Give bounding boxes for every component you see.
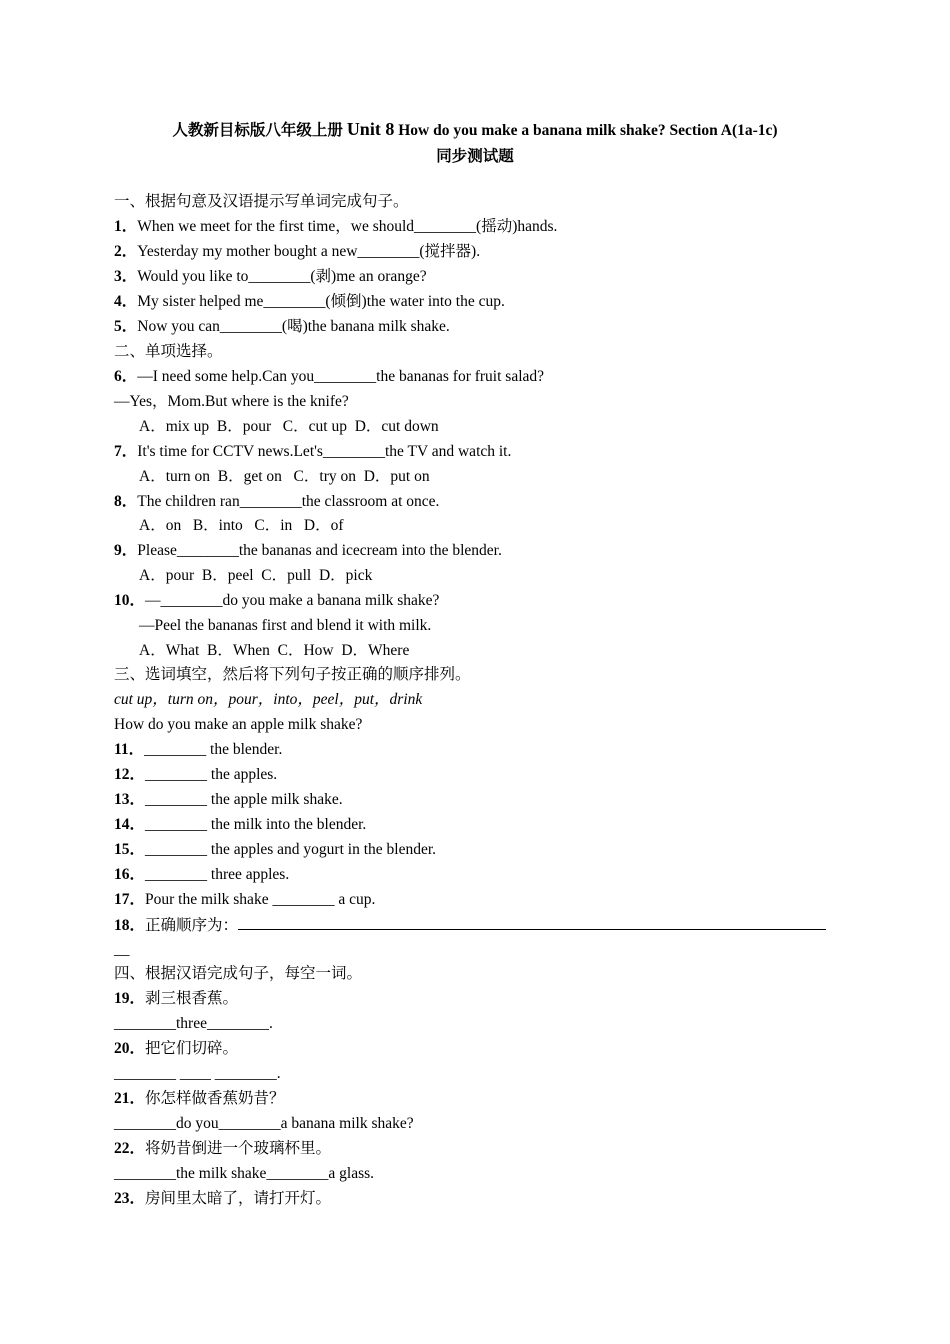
- question-8-options: A．on B．into C．in D．of: [139, 517, 344, 534]
- question-12: 12．________ the apples.: [114, 766, 278, 783]
- question-14: 14．________ the milk into the blender.: [114, 816, 367, 833]
- question-22: 22．将奶昔倒进一个玻璃杯里。: [114, 1140, 332, 1157]
- question-1: 1．When we meet for the first time，we should________(摇动)hands.: [114, 218, 558, 235]
- question-8: 8．The children ran________the classroom at once.: [114, 493, 440, 510]
- question-5: 5．Now you can________(喝)the banana milk shake.: [114, 318, 450, 335]
- question-10: 10．—________do you make a banana milk shake?: [114, 592, 440, 609]
- section-3-question: How do you make an apple milk shake?: [114, 716, 363, 733]
- question-11: 11．________ the blender.: [114, 741, 283, 758]
- question-21-answer: ________do you________a banana milk shake?: [114, 1115, 414, 1132]
- question-9: 9．Please________the bananas and icecream into the blender.: [114, 542, 502, 559]
- document-title: [0, 118, 950, 140]
- question-23: 23．房间里太暗了，请打开灯。: [114, 1190, 332, 1207]
- document-subtitle: 同步测试题: [436, 148, 514, 165]
- word-bank: cut up，turn on，pour，into，peel，put，drink: [114, 691, 423, 708]
- question-18-wrap: __: [114, 941, 130, 958]
- title-prefix: 人教新目标版八年级上册: [172, 122, 347, 139]
- section-4-heading: 四、根据汉语完成句子，每空一词。: [114, 965, 363, 982]
- question-21: 21．你怎样做香蕉奶昔？: [114, 1090, 285, 1107]
- question-7: 7．It's time for CCTV news.Let's________the TV and watch it.: [114, 443, 512, 460]
- section-3-heading: 三、选词填空，然后将下列句子按正确的顺序排列。: [114, 666, 471, 683]
- question-19: 19．剥三根香蕉。: [114, 990, 239, 1007]
- question-10-options: A．What B．When C．How D．Where: [139, 642, 410, 659]
- answer-blank-line: [238, 915, 826, 930]
- question-9-options: A．pour B．peel C．pull D．pick: [139, 567, 373, 584]
- question-22-answer: ________the milk shake________a glass.: [114, 1165, 375, 1182]
- question-19-answer: ________three________.: [114, 1015, 273, 1032]
- question-6-options: A．mix up B．pour C．cut up D．cut down: [139, 418, 439, 435]
- question-6-reply: —Yes，Mom.But where is the knife?: [114, 393, 349, 410]
- question-16: 16．________ three apples.: [114, 866, 290, 883]
- question-20: 20．把它们切碎。: [114, 1040, 239, 1057]
- question-6: 6．—I need some help.Can you________the bananas for fruit salad?: [114, 368, 545, 385]
- question-13: 13．________ the apple milk shake.: [114, 791, 343, 808]
- question-7-options: A．turn on B．get on C．try on D．put on: [139, 468, 430, 485]
- section-1-heading: 一、根据句意及汉语提示写单词完成句子。: [114, 193, 409, 210]
- question-4: 4．My sister helped me________(倾倒)the water into the cup.: [114, 293, 505, 310]
- question-10-reply: —Peel the bananas first and blend it with milk.: [139, 617, 432, 634]
- question-17: 17．Pour the milk shake ________ a cup.: [114, 891, 376, 908]
- question-3: 3．Would you like to________(剥)me an orange?: [114, 268, 427, 285]
- question-15: 15．________ the apples and yogurt in the blender.: [114, 841, 437, 858]
- title-unit: Unit 8: [346, 119, 395, 139]
- question-20-answer: ________ ____ ________.: [114, 1065, 281, 1082]
- question-2: 2．Yesterday my mother bought a new________(搅拌器).: [114, 243, 481, 260]
- question-18: 18．正确顺序为：: [114, 915, 826, 936]
- section-2-heading: 二、单项选择。: [114, 343, 223, 360]
- title-rest: How do you make a banana milk shake? Section A(1a-1c): [394, 122, 778, 139]
